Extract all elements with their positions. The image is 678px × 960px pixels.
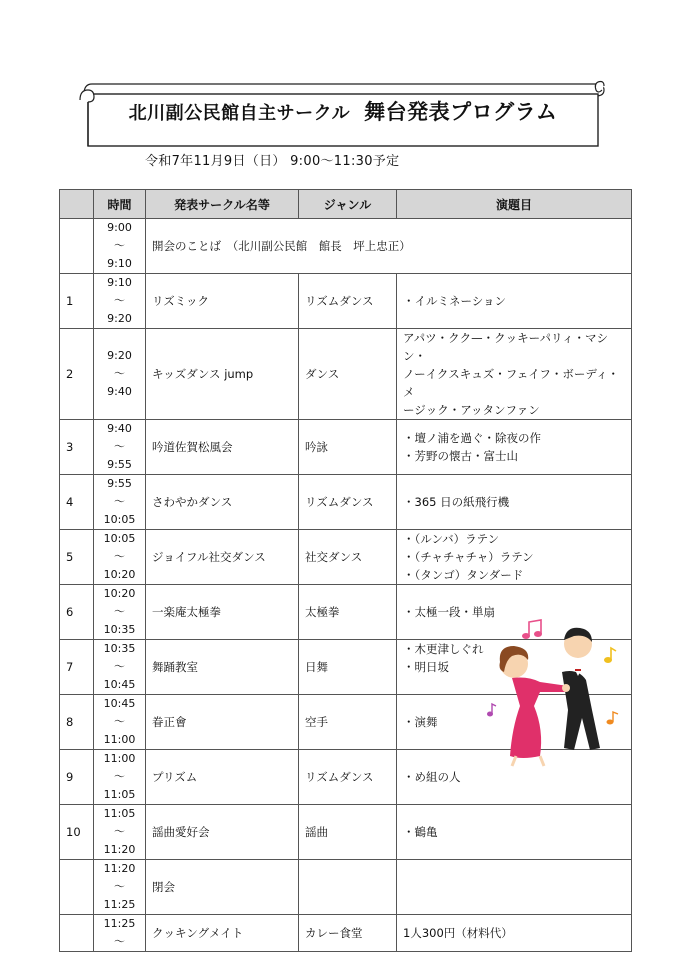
time-separator: ～	[114, 770, 125, 783]
circle-name: 舞踊教室	[146, 640, 299, 695]
circle-name: リズミック	[146, 274, 299, 329]
time-cell	[94, 530, 146, 585]
table-row	[60, 420, 632, 475]
performance-title: ・（ルンバ）ラテン	[403, 532, 500, 546]
performance-cell	[397, 805, 632, 860]
row-number: 8	[60, 695, 94, 750]
ballroom-dancers-illustration	[482, 610, 624, 768]
row-number	[60, 219, 94, 274]
time-cell	[94, 860, 146, 915]
time-cell	[94, 585, 146, 640]
performance-title: ・太極一段・単扇	[403, 605, 495, 619]
circle-name: 謡曲愛好会	[146, 805, 299, 860]
music-note-icon	[487, 704, 496, 717]
performance-title: ・明日坂	[403, 660, 449, 674]
time-cell	[94, 329, 146, 420]
column-header	[60, 190, 94, 219]
row-number: 1	[60, 274, 94, 329]
circle-name: ジョイフル社交ダンス	[146, 530, 299, 585]
table-row	[60, 475, 632, 530]
time-cell	[94, 475, 146, 530]
table-row	[60, 329, 632, 420]
end-time: 10:45	[103, 678, 136, 691]
end-time: 10:05	[103, 513, 136, 526]
end-time: 10:20	[103, 568, 136, 581]
time-cell	[94, 274, 146, 329]
start-time: 11:20	[103, 862, 136, 875]
performance-title: ・壇ノ浦を過ぐ・除夜の作	[403, 431, 541, 445]
start-time: 10:35	[103, 642, 136, 655]
genre-cell: 太極拳	[299, 585, 397, 640]
time-cell	[94, 420, 146, 475]
table-row	[60, 860, 632, 915]
time-cell	[94, 805, 146, 860]
performance-title: ・芳野の懐古・富士山	[403, 449, 518, 463]
end-time: 11:05	[103, 788, 136, 801]
end-time: 10:35	[103, 623, 136, 636]
column-header: 演題目	[397, 190, 632, 219]
time-cell	[94, 219, 146, 274]
row-number: 5	[60, 530, 94, 585]
time-separator: ～	[114, 440, 125, 453]
performance-title: ・演舞	[403, 715, 438, 729]
genre-cell: 日舞	[299, 640, 397, 695]
time-separator: ～	[114, 294, 125, 307]
genre-cell: 社交ダンス	[299, 530, 397, 585]
start-time: 10:45	[103, 697, 136, 710]
row-number	[60, 915, 94, 952]
title-program-label: 舞台発表プログラム	[364, 100, 558, 124]
time-separator: ～	[114, 880, 125, 893]
genre-cell: 空手	[299, 695, 397, 750]
music-note-icon	[607, 712, 619, 725]
time-separator: ～	[114, 239, 125, 252]
performance-cell	[397, 860, 632, 915]
time-separator: ～	[114, 550, 125, 563]
column-header: 時間	[94, 190, 146, 219]
row-number: 4	[60, 475, 94, 530]
time-separator: ～	[114, 825, 125, 838]
table-row	[60, 530, 632, 585]
performance-title: 1人300円（材料代）	[403, 926, 513, 940]
performance-title: ・365 日の紙飛行機	[403, 495, 510, 509]
end-time: 9:40	[107, 385, 132, 398]
genre-cell: ダンス	[299, 329, 397, 420]
column-header: 発表サークル名等	[146, 190, 299, 219]
title-banner	[78, 80, 608, 152]
circle-name: キッズダンス jump	[146, 329, 299, 420]
row-number: 7	[60, 640, 94, 695]
end-time: 9:55	[107, 458, 132, 471]
start-time: 9:40	[107, 422, 132, 435]
start-time: 10:20	[103, 587, 136, 600]
table-row	[60, 219, 632, 274]
performance-cell	[397, 420, 632, 475]
performance-title: ・イルミネーション	[403, 294, 507, 308]
end-time: 11:20	[103, 843, 136, 856]
performance-title: ージック・アッタンファン	[403, 403, 540, 417]
table-row	[60, 274, 632, 329]
time-separator: ～	[114, 495, 125, 508]
performance-cell	[397, 915, 632, 952]
genre-cell: リズムダンス	[299, 274, 397, 329]
end-time: 11:00	[103, 733, 136, 746]
row-number	[60, 860, 94, 915]
performance-cell	[397, 530, 632, 585]
performance-title: ・木更津しぐれ	[403, 642, 484, 656]
music-note-icon	[522, 620, 542, 639]
start-time: 11:25	[103, 917, 136, 930]
start-time: 9:20	[107, 349, 132, 362]
performance-title: ・（タンゴ）タンダード	[403, 568, 524, 582]
performance-title: ・（チャチャチャ）ラテン	[403, 550, 534, 564]
table-header-row	[60, 190, 632, 219]
genre-cell: 謡曲	[299, 805, 397, 860]
performance-title: ・鶴亀	[403, 825, 438, 839]
start-time: 9:10	[107, 276, 132, 289]
time-cell	[94, 915, 146, 952]
music-note-icon	[604, 648, 616, 663]
title-circle-label: 北川副公民館自主サークル	[128, 103, 351, 124]
time-separator: ～	[114, 367, 125, 380]
start-time: 10:05	[103, 532, 136, 545]
performance-cell	[397, 274, 632, 329]
genre-cell: リズムダンス	[299, 475, 397, 530]
performance-title: アパツ・クク—・クッキーパリィ・マシン・	[403, 331, 609, 363]
genre-cell: 吟詠	[299, 420, 397, 475]
table-row	[60, 805, 632, 860]
row-number: 3	[60, 420, 94, 475]
circle-name: 吟道佐賀松風会	[146, 420, 299, 475]
circle-name: 閉会	[146, 860, 299, 915]
program-table	[59, 189, 632, 952]
time-separator: ～	[114, 715, 125, 728]
circle-name: さわやかダンス	[146, 475, 299, 530]
circle-name: 開会のことば （北川副公民館 館長 坪上忠正）	[146, 219, 632, 274]
end-time: 11:25	[103, 898, 136, 911]
page-title	[78, 96, 608, 126]
end-time: 9:10	[107, 257, 132, 270]
time-separator: ～	[114, 660, 125, 673]
end-time: 9:20	[107, 312, 132, 325]
genre-cell: リズムダンス	[299, 750, 397, 805]
start-time: 11:05	[103, 807, 136, 820]
time-separator: ～	[114, 935, 125, 948]
event-date: 令和7年11月9日（日） 9:00～11:30予定	[145, 154, 400, 169]
genre-cell: カレー食堂	[299, 915, 397, 952]
circle-name: 一楽庵太極拳	[146, 585, 299, 640]
genre-cell	[299, 860, 397, 915]
row-number: 2	[60, 329, 94, 420]
circle-name: クッキングメイト	[146, 915, 299, 952]
time-cell	[94, 640, 146, 695]
start-time: 11:00	[103, 752, 136, 765]
performance-title: ノーイクスキュズ・フェイフ・ボーディ・メ	[403, 367, 619, 399]
time-cell	[94, 695, 146, 750]
row-number: 9	[60, 750, 94, 805]
time-separator: ～	[114, 605, 125, 618]
table-body	[60, 219, 632, 952]
column-header: ジャンル	[299, 190, 397, 219]
circle-name: 眷正會	[146, 695, 299, 750]
start-time: 9:55	[107, 477, 132, 490]
performance-cell	[397, 475, 632, 530]
row-number: 10	[60, 805, 94, 860]
table-row	[60, 915, 632, 952]
performance-title: ・め組の人	[403, 770, 461, 784]
circle-name: プリズム	[146, 750, 299, 805]
start-time: 9:00	[107, 221, 132, 234]
row-number: 6	[60, 585, 94, 640]
time-cell	[94, 750, 146, 805]
performance-cell	[397, 329, 632, 420]
